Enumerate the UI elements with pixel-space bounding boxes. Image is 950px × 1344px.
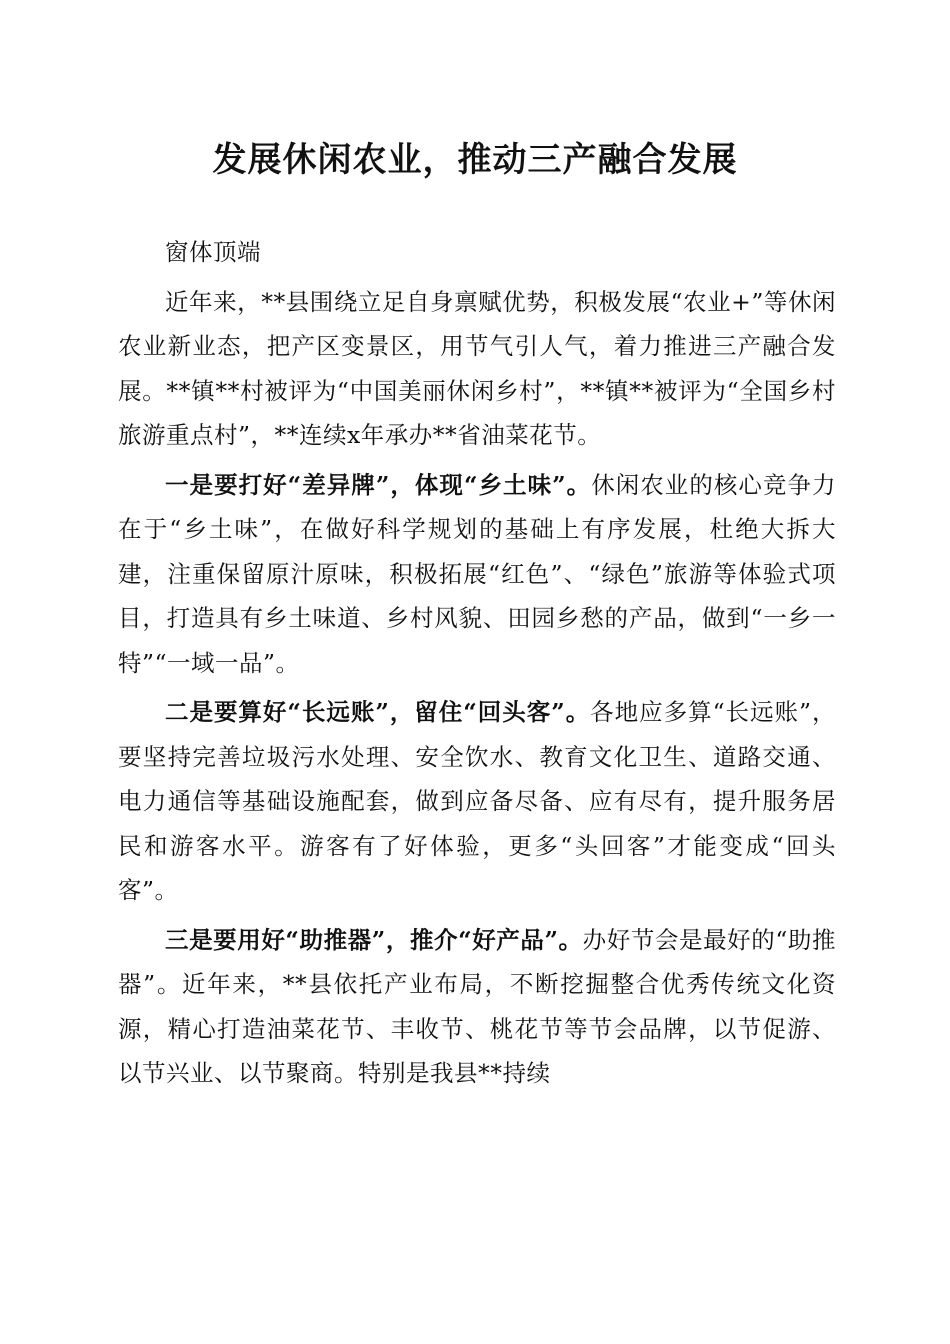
paragraph-text: 窗体顶端: [165, 238, 261, 266]
paragraph-point-two: [118, 690, 836, 913]
paragraph-lead: 二是要算好“长远账”，留住“回头客”。: [165, 698, 591, 726]
document-body: [118, 230, 836, 1096]
paragraph-text: 休闲农业的核心竞争力在于“乡土味”，在做好科学规划的基础上有序发展，杜绝大拆大建，注重保留原汁原味，积极拓展“红色”、“绿色”旅游等体验式项目，打造具有乡土味道、乡村风貌、田园乡愁的产品，做到“一乡一特”“一域一品”。: [118, 470, 836, 677]
paragraph-lead: 三是要用好“助推器”，推介“好产品”。: [165, 925, 583, 954]
paragraph-point-three: [118, 918, 836, 1096]
paragraph-lead: 一是要打好“差异牌”，体现“乡土味”。: [165, 470, 592, 499]
paragraph-text: 近年来，**县围绕立足自身禀赋优势，积极发展“农业+”等休闲农业新业态，把产区变景区，用节气引人气，着力推进三产融合发展。**镇**村被评为“中国美丽休闲乡村”，**镇**被评为“全国乡村旅游重点村”，**连续x年承办**省油菜花节。: [118, 287, 836, 449]
document-title: 发展休闲农业，推动三产融合发展: [212, 140, 738, 180]
paragraph-intro: [118, 280, 836, 458]
paragraph-form-top: [118, 230, 836, 275]
paragraph-text: 各地应多算“长远账”，要坚持完善垃圾污水处理、安全饮水、教育文化卫生、道路交通、电力通信等基础设施配套，做到应备尽备、应有尽有，提升服务居民和游客水平。游客有了好体验，更多“头回客”才能变成“回头客”。: [118, 698, 836, 904]
paragraph-text: 办好节会是最好的“助推器”。近年来，**县依托产业布局，不断挖掘整合优秀传统文化资源，精心打造油菜花节、丰收节、桃花节等节会品牌，以节促游、以节兴业、以节聚商。特别是我县**持续: [118, 925, 836, 1087]
paragraph-point-one: [118, 463, 836, 686]
